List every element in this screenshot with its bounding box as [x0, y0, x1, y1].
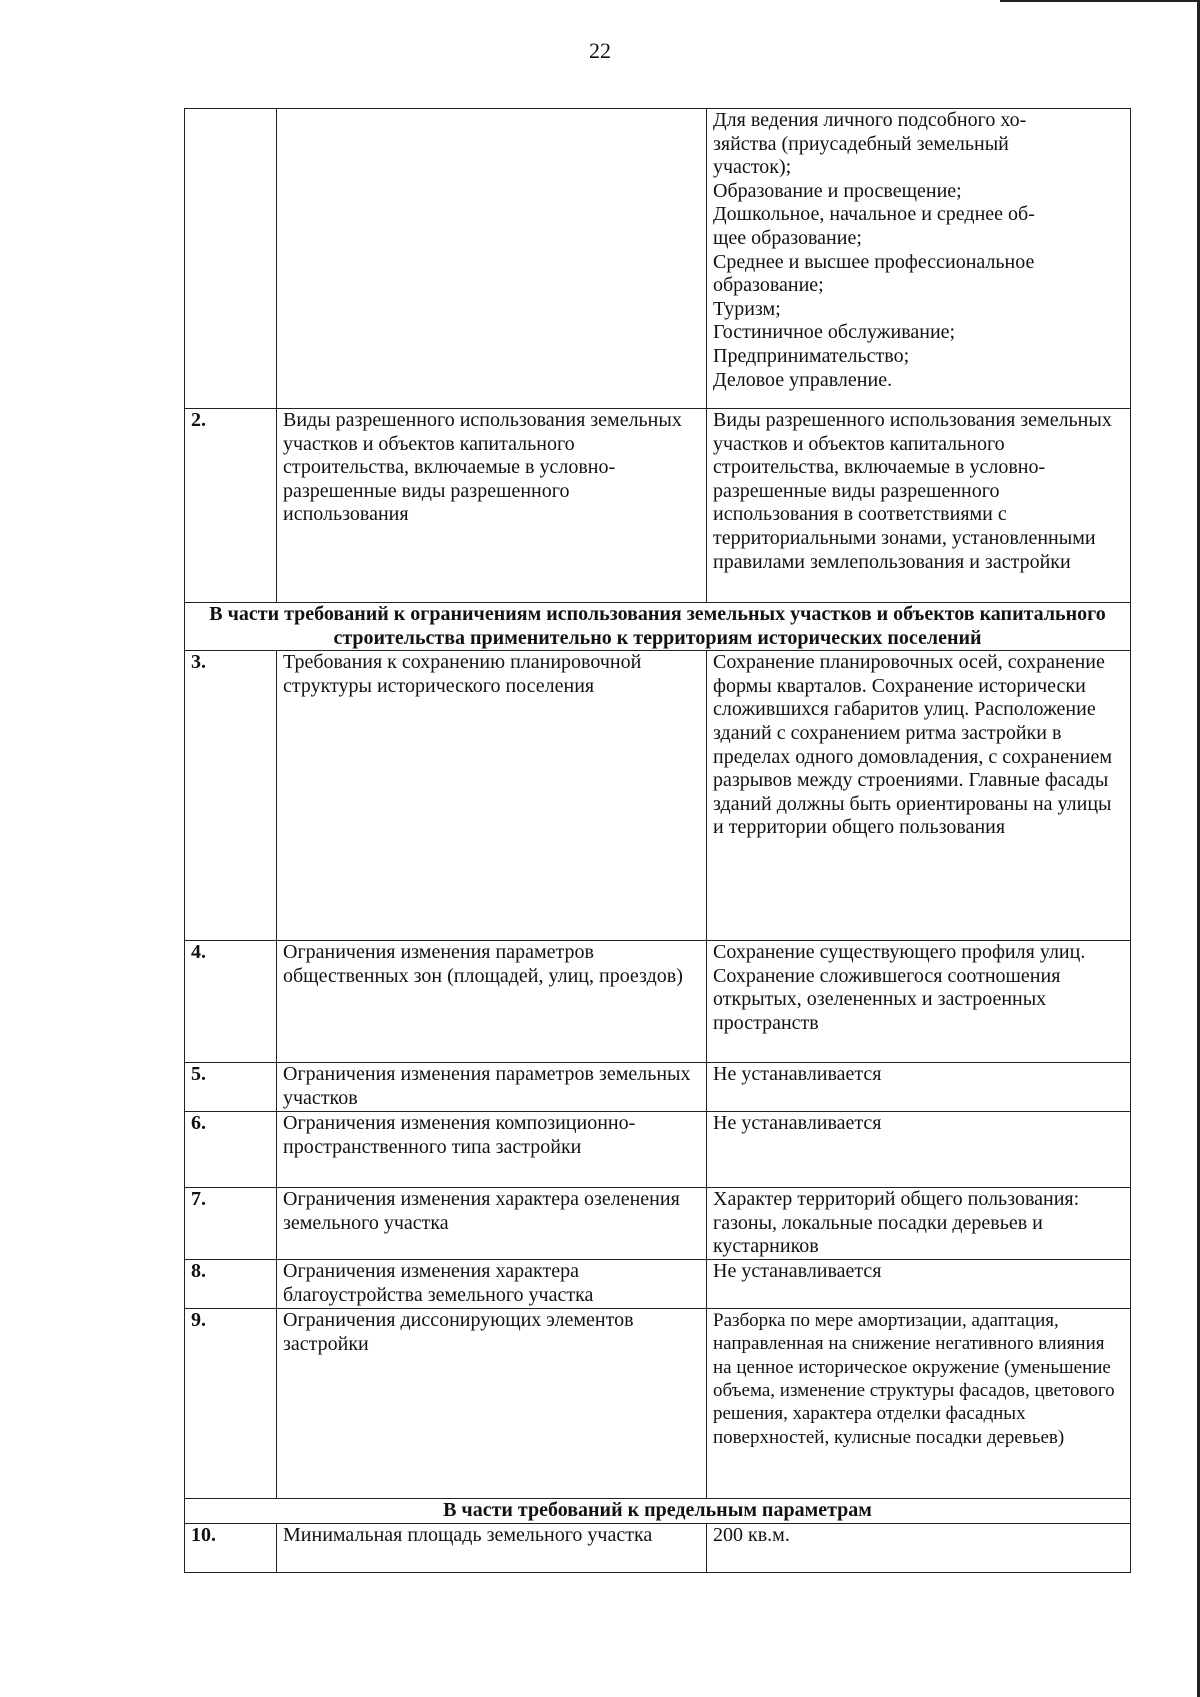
- table-row: [185, 1063, 1131, 1112]
- value-line: Туризм;: [713, 297, 781, 320]
- row-number: 5.: [185, 1063, 277, 1112]
- value-line: образование;: [713, 274, 824, 297]
- value-line: Деловое управление.: [713, 368, 893, 391]
- page-number: 22: [589, 38, 611, 63]
- row-name: Ограничения изменения параметров земельных участков: [277, 1063, 707, 1112]
- row-name: Ограничения диссонирующих элементов застройки: [277, 1309, 707, 1499]
- value-line: Дошкольное, начальное и среднее об-: [713, 203, 1035, 226]
- requirements-table: [184, 108, 1131, 1573]
- section-row: [185, 1499, 1131, 1524]
- row-number: 4.: [185, 941, 277, 1063]
- value-line: щее образование;: [713, 226, 862, 249]
- row-value: Сохранение существующего профиля улиц. Сохранение сложившегося соотношения открытых, озелененных и застроенных пространств: [707, 941, 1131, 1063]
- row-name: Ограничения изменения характера озеленения земельного участка: [277, 1188, 707, 1260]
- table-row: [185, 1309, 1131, 1499]
- row-value: Виды разрешенного использования земельных участков и объектов капитального строительства, включаемые в условно-разрешенные виды разрешенного использования в соответствиями с территориальными зонами, установленными правилами землепользования и застройки: [707, 409, 1131, 603]
- row-value: Разборка по мере амортизации, адаптация, направленная на снижение негативного влияния на ценное историческое окружение (уменьшение объема, изменение структуры фасадов, цветового решения, характера отделки фасадных поверхностей, кулисные посадки деревьев): [707, 1309, 1131, 1499]
- row-number: 3.: [185, 651, 277, 941]
- row-value: Не устанавливается: [707, 1260, 1131, 1309]
- row-number: [185, 109, 277, 409]
- table-row: [185, 941, 1131, 1063]
- section-heading: В части требований к ограничениям использования земельных участков и объектов капитального строительства применительно к территориям исторических поселений: [185, 603, 1131, 651]
- row-number: 6.: [185, 1112, 277, 1188]
- value-line: зяйства (приусадебный земельный: [713, 132, 1009, 155]
- table-row: [185, 109, 1131, 409]
- row-name: Виды разрешенного использования земельных участков и объектов капитального строительства, включаемые в условно-разрешенные виды разрешенного использования: [277, 409, 707, 603]
- row-value: Не устанавливается: [707, 1063, 1131, 1112]
- value-line: Предпринимательство;: [713, 344, 910, 367]
- table-row: [185, 409, 1131, 603]
- row-value: [707, 109, 1131, 409]
- row-number: 2.: [185, 409, 277, 603]
- row-value: 200 кв.м.: [707, 1523, 1131, 1572]
- value-line: Образование и просвещение;: [713, 179, 962, 202]
- section-row: [185, 603, 1131, 651]
- row-name: Ограничения изменения параметров общественных зон (площадей, улиц, проездов): [277, 941, 707, 1063]
- table-row: [185, 651, 1131, 941]
- table-row: [185, 1188, 1131, 1260]
- row-name: Минимальная площадь земельного участка: [277, 1523, 707, 1572]
- row-value: Сохранение планировочных осей, сохранение формы кварталов. Сохранение исторически сложившихся габаритов улиц. Расположение зданий с сохранением ритма застройки в пределах одного домовладения, с сохранением разрывов между строениями. Главные фасады зданий должны быть ориентированы на улицы и территории общего пользования: [707, 651, 1131, 941]
- row-name: Ограничения изменения композиционно-пространственного типа застройки: [277, 1112, 707, 1188]
- table-row: [185, 1523, 1131, 1572]
- value-line: участок);: [713, 156, 792, 179]
- row-value: Не устанавливается: [707, 1112, 1131, 1188]
- value-line: Гостиничное обслуживание;: [713, 321, 956, 344]
- table-row: [185, 1112, 1131, 1188]
- row-name: Требования к сохранению планировочной структуры исторического поселения: [277, 651, 707, 941]
- row-name: Ограничения изменения характера благоустройства земельного участка: [277, 1260, 707, 1309]
- section-heading: В части требований к предельным параметрам: [185, 1499, 1131, 1524]
- row-number: 10.: [185, 1523, 277, 1572]
- row-number: 8.: [185, 1260, 277, 1309]
- value-line: Среднее и высшее профессиональное: [713, 250, 1035, 273]
- row-number: 9.: [185, 1309, 277, 1499]
- row-value: Характер территорий общего пользования: газоны, локальные посадки деревьев и кустарников: [707, 1188, 1131, 1260]
- scan-edge-top: [1000, 0, 1200, 2]
- table-row: [185, 1260, 1131, 1309]
- row-name: [277, 109, 707, 409]
- value-line: Для ведения личного подсобного хо-: [713, 109, 1027, 131]
- row-number: 7.: [185, 1188, 277, 1260]
